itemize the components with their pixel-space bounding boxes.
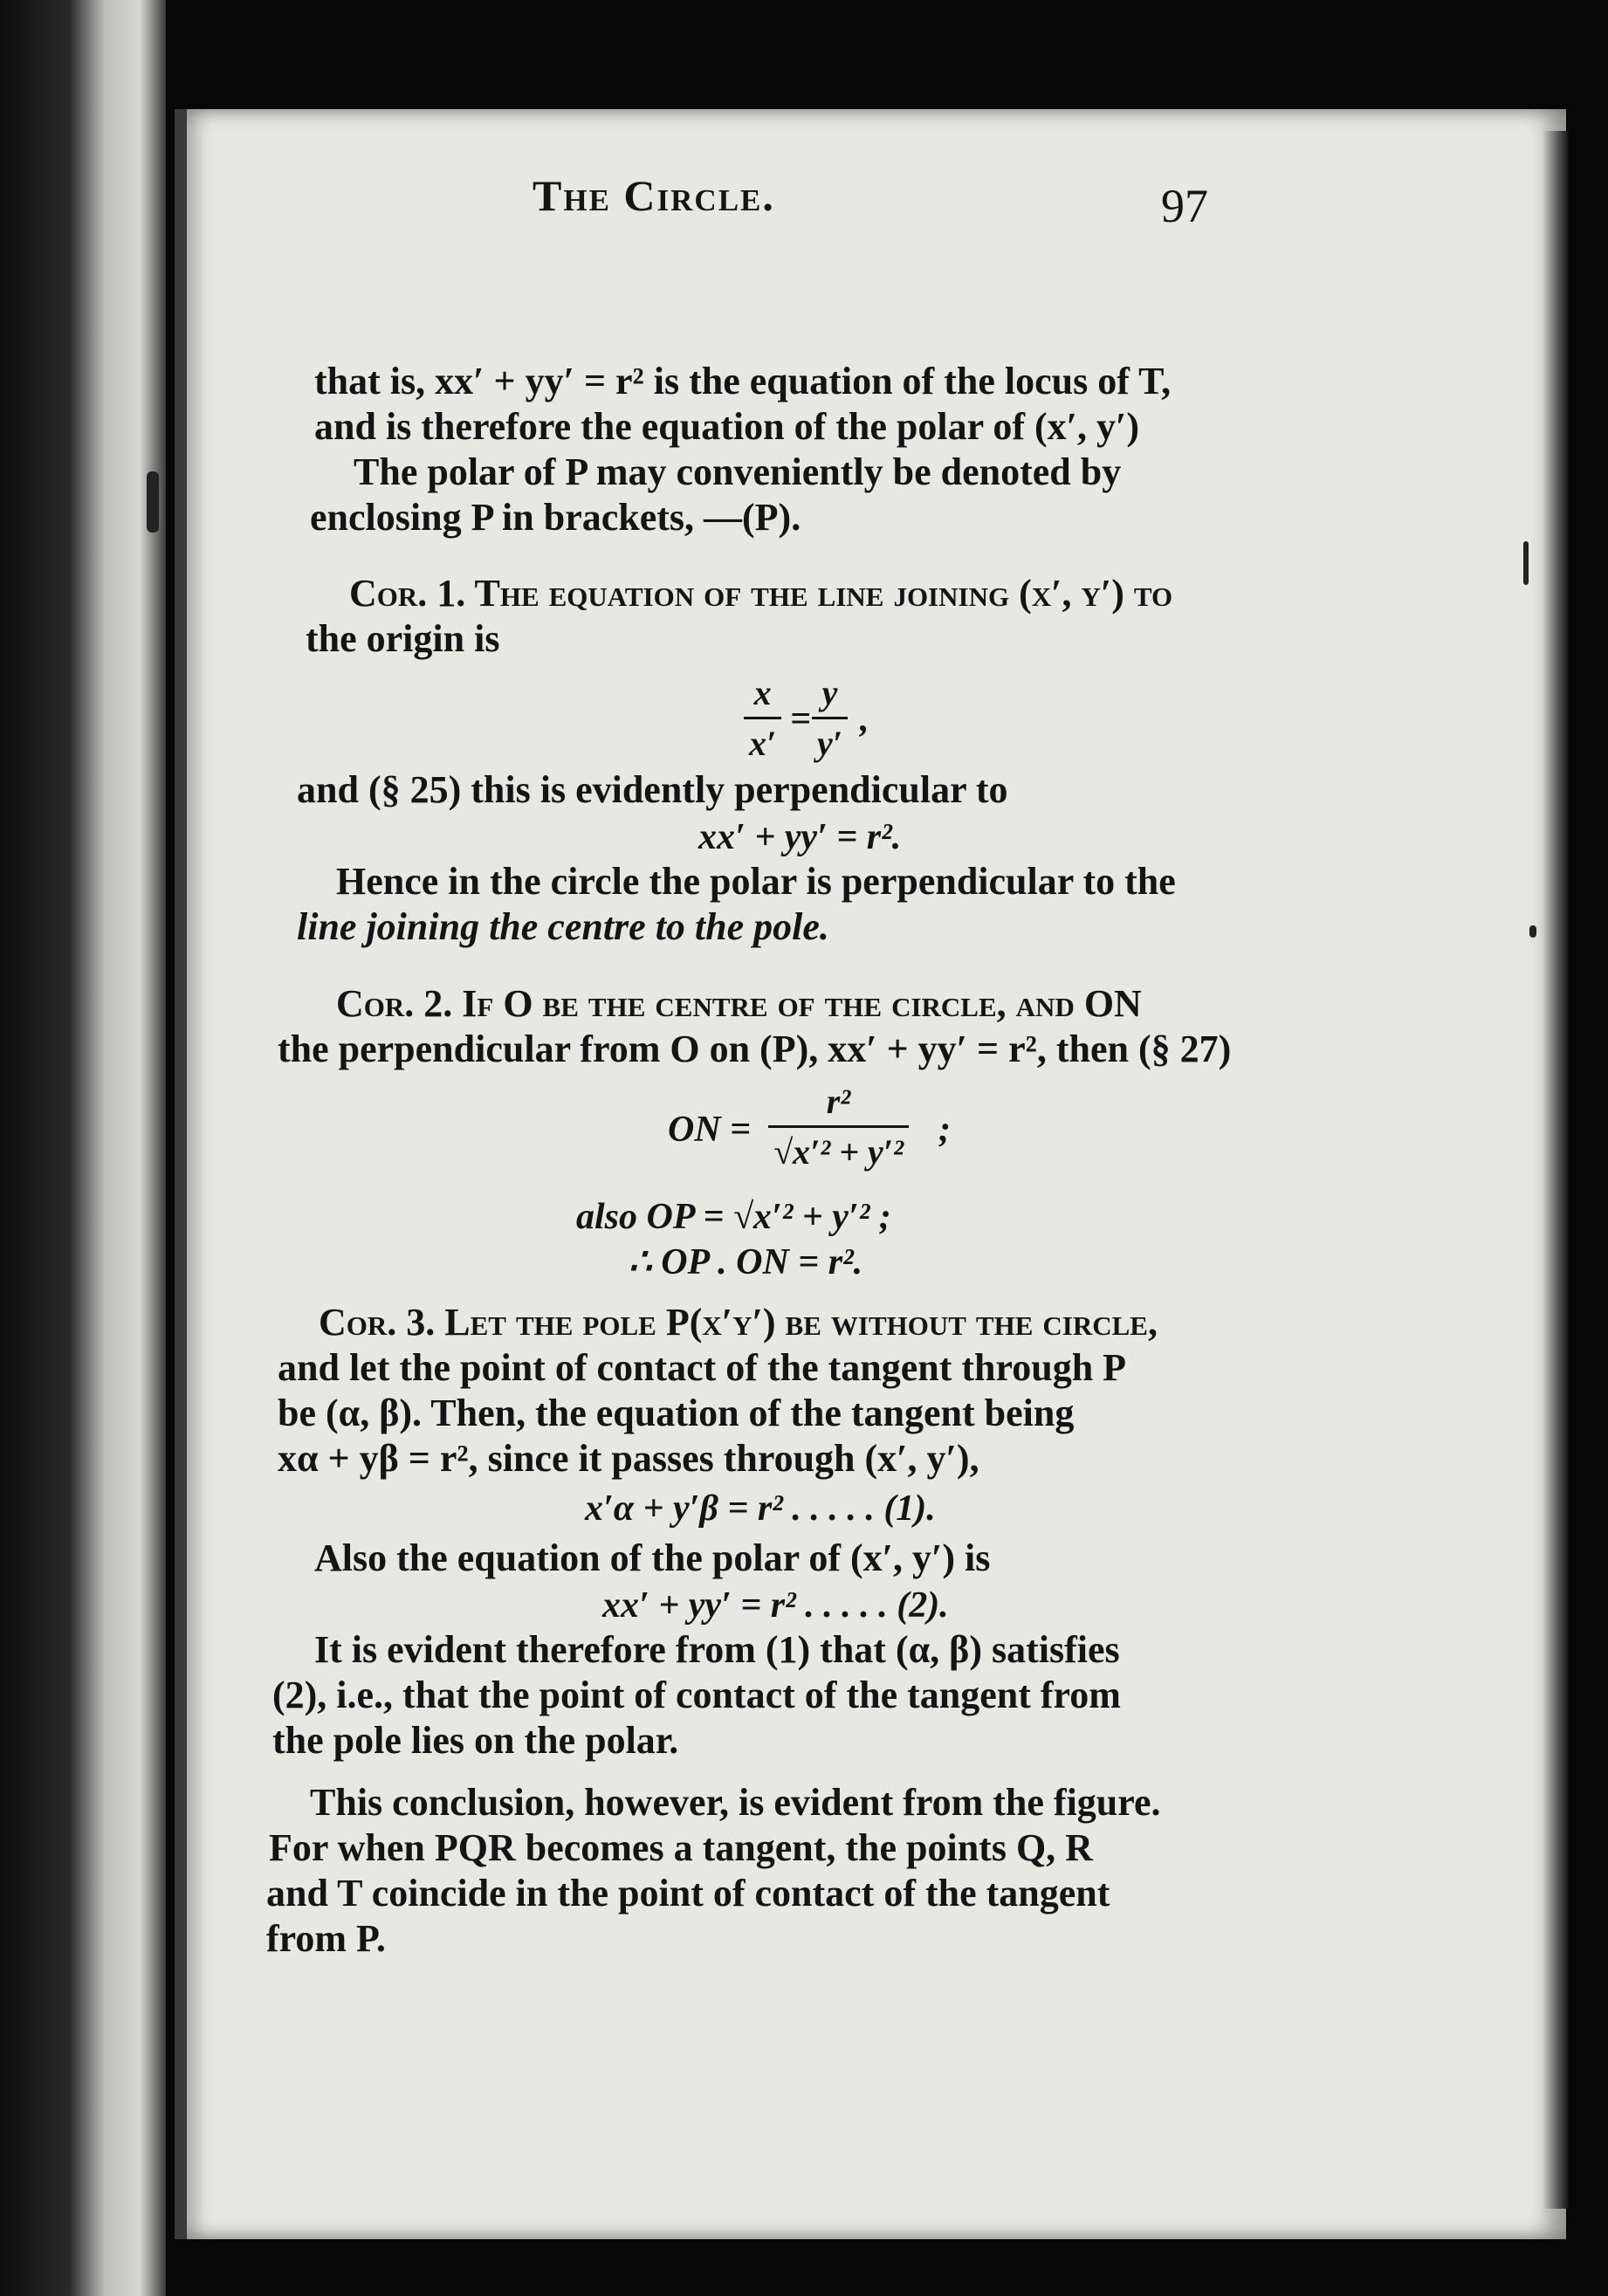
equation-2: xx′ + yy′ = r² . . . . . (2). <box>602 1585 949 1626</box>
corollary-1-line: Cor. 1. The equation of the line joining (x′, y′) to <box>349 572 1173 615</box>
text-line: be (α, β). Then, the equation of the tangent being <box>278 1392 1075 1434</box>
text-line: (2), i.e., that the point of contact of the tangent from <box>272 1674 1121 1716</box>
text-line: from P. <box>266 1917 386 1960</box>
text-line: xα + yβ = r², since it passes through (x′, y′), <box>278 1437 979 1480</box>
text-line: the pole lies on the polar. <box>272 1719 679 1762</box>
text-line: that is, xx′ + yy′ = r² is the equation of the locus of T, <box>314 360 1172 402</box>
equation-op-on: ∴ OP . ON = r². <box>629 1242 863 1282</box>
text-line: Hence in the circle the polar is perpendicular to the <box>336 860 1176 903</box>
corollary-3-line: Cor. 3. Let the pole P(x′y′) be without the circle, <box>319 1301 1158 1344</box>
binding-mark <box>147 471 159 533</box>
fraction-y-over-y-prime: y y′ <box>812 672 848 764</box>
margin-dot <box>1529 925 1536 938</box>
adjacent-page-edge <box>0 0 166 2296</box>
margin-mark <box>1523 541 1529 585</box>
equation-equals: = <box>790 699 811 739</box>
text-line: the perpendicular from O on (P), xx′ + yy′ = r², then (§ 27) <box>278 1028 1232 1070</box>
running-head: The Circle. <box>533 171 775 220</box>
text-line: and let the point of contact of the tangent through P <box>278 1346 1127 1389</box>
text-line: and T coincide in the point of contact of the tangent <box>266 1872 1110 1914</box>
text-line: Also the equation of the polar of (x′, y′) is <box>314 1536 991 1579</box>
page-number: 97 <box>1161 180 1208 232</box>
equation-polar: xx′ + yy′ = r². <box>698 817 902 857</box>
text-line: It is evident therefore from (1) that (α, β) satisfies <box>314 1628 1120 1671</box>
text-line: For when PQR becomes a tangent, the points Q, R <box>269 1826 1093 1869</box>
equation-op: also OP = √x′² + y′² ; <box>576 1197 891 1237</box>
text-line: the origin is <box>306 617 500 660</box>
text-line: This conclusion, however, is evident from the figure. <box>310 1781 1161 1824</box>
corollary-2-line: Cor. 2. If O be the centre of the circle, and ON <box>336 982 1142 1025</box>
text-line: enclosing P in brackets, —(P). <box>310 496 801 539</box>
equation-comma: , <box>860 699 869 739</box>
fraction-on: r² √x′² + y′² <box>768 1081 909 1172</box>
page-right-edge <box>1543 131 1569 2209</box>
text-line: and (§ 25) this is evidently perpendicular to <box>297 768 1008 811</box>
text-line: and is therefore the equation of the polar of (x′, y′) <box>314 405 1140 448</box>
equation-semicolon: ; <box>938 1110 951 1150</box>
text-line: line joining the centre to the pole. <box>297 905 829 948</box>
equation-on-lhs: ON = <box>668 1110 752 1150</box>
text-line: The polar of P may conveniently be denoted by <box>354 450 1122 493</box>
equation-1: x′α + y′β = r² . . . . . (1). <box>585 1488 936 1529</box>
page-header <box>0 170 1608 232</box>
fraction-x-over-x-prime: x x′ <box>744 672 781 764</box>
